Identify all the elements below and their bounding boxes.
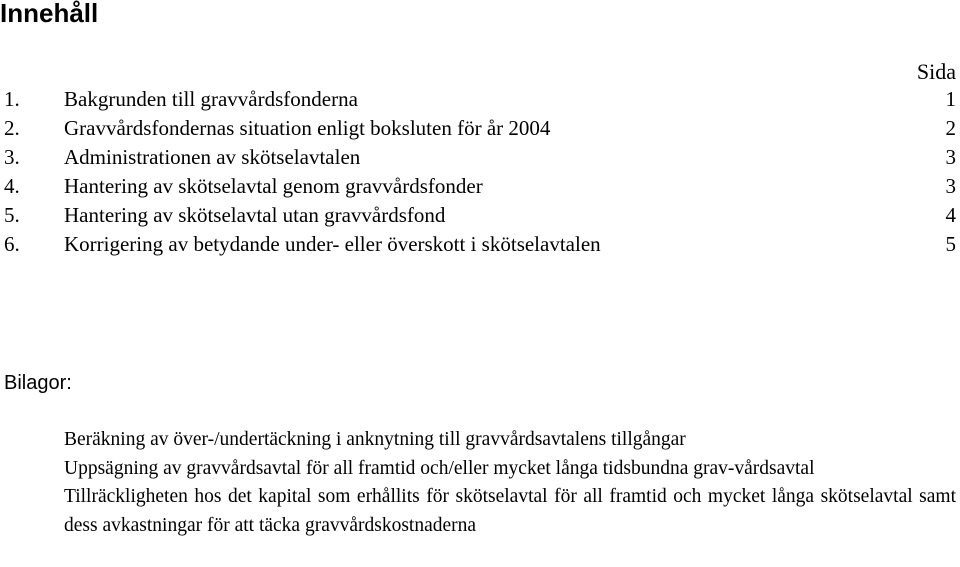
appendix-item[interactable]: Uppsägning av gravvårdsavtal för all framtid och/eller mycket långa tidsbundna grav-vårdsavtal: [64, 457, 815, 479]
toc-entry-page: 1: [945, 87, 956, 111]
toc-entry[interactable]: [0, 230, 958, 259]
toc-entry-title[interactable]: Bakgrunden till gravvårdsfonderna: [64, 87, 358, 111]
toc-entry-title[interactable]: Hantering av skötselavtal utan gravvårdsfond: [64, 203, 446, 227]
toc-entry-title[interactable]: Hantering av skötselavtal genom gravvårdsfonder: [64, 174, 483, 198]
appendix-item[interactable]: Tillräckligheten hos det kapital som erhållits för skötselavtal för all framtid och mycket långa skötselavtal samt dess avkastningar för att täcka gravvårdskostnaderna: [64, 486, 956, 536]
toc-entry[interactable]: [0, 172, 958, 201]
toc-entry-number: 2.: [4, 116, 20, 140]
toc-entry-page: 3: [945, 174, 956, 198]
page-column-label: Sida: [916, 59, 956, 84]
toc-entry-number: 5.: [4, 203, 20, 227]
appendix-heading: Bilagor:: [4, 372, 72, 394]
toc-entry-title[interactable]: Korrigering av betydande under- eller överskott i skötselavtalen: [64, 232, 601, 256]
toc-entry[interactable]: [0, 114, 958, 143]
toc-entry-page: 2: [945, 116, 956, 140]
toc-entry-number: 4.: [4, 174, 20, 198]
toc-entry-page: 5: [945, 232, 956, 256]
toc-entry-page: 3: [945, 145, 956, 169]
toc-entry[interactable]: [0, 201, 958, 230]
toc-entry-number: 3.: [4, 145, 20, 169]
toc-entry[interactable]: [0, 85, 958, 114]
toc-entry-title[interactable]: Gravvårdsfondernas situation enligt boksluten för år 2004: [64, 116, 551, 140]
appendix-list: [64, 426, 956, 540]
page-title: Innehåll: [0, 0, 99, 28]
table-of-contents: [0, 85, 958, 259]
toc-entry-number: 1.: [4, 87, 20, 111]
toc-entry-page: 4: [945, 203, 956, 227]
toc-entry[interactable]: [0, 143, 958, 172]
toc-entry-title[interactable]: Administrationen av skötselavtalen: [64, 145, 361, 169]
appendix-item[interactable]: Beräkning av över-/undertäckning i anknytning till gravvårdsavtalens tillgångar: [64, 429, 686, 450]
toc-entry-number: 6.: [4, 232, 20, 256]
